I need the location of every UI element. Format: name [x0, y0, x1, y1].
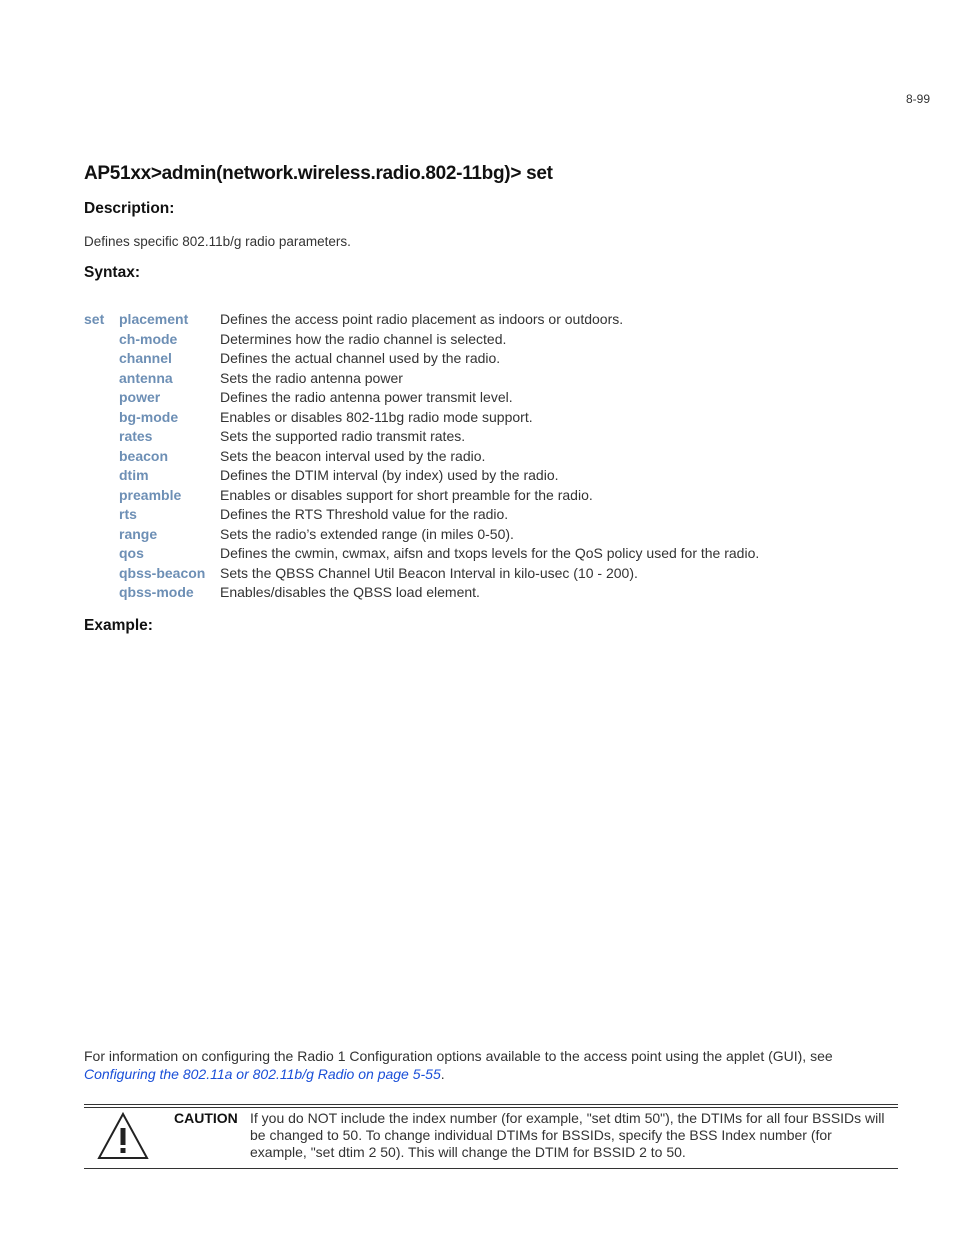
syntax-command	[84, 447, 119, 467]
syntax-row	[84, 388, 904, 408]
caution-box	[84, 1104, 898, 1170]
syntax-row	[84, 427, 904, 447]
syntax-command	[84, 486, 119, 506]
syntax-keyword: placement	[119, 311, 189, 327]
syntax-keyword: qbss-mode	[119, 584, 194, 600]
syntax-keyword: beacon	[119, 447, 169, 464]
syntax-description: Sets the radio antenna power	[220, 369, 403, 386]
syntax-row	[84, 310, 904, 330]
syntax-description: Sets the QBSS Channel Util Beacon Interval in kilo-usec (10 - 200).	[220, 564, 638, 581]
syntax-description: Defines the DTIM interval (by index) used by the radio.	[220, 467, 559, 483]
info-paragraph	[84, 1047, 884, 1083]
syntax-table	[84, 310, 904, 603]
syntax-description: Sets the supported radio transmit rates.	[220, 428, 466, 444]
syntax-row	[84, 466, 904, 486]
syntax-command	[84, 408, 119, 428]
syntax-row	[84, 330, 904, 350]
syntax-command	[84, 427, 119, 447]
syntax-description: Defines the cwmin, cwmax, aifsn and txops levels for the QoS policy used for the radio.	[220, 545, 760, 561]
syntax-command	[84, 583, 119, 603]
syntax-command	[84, 349, 119, 369]
syntax-keyword: qbss-beacon	[119, 564, 206, 581]
syntax-keyword: preamble	[119, 486, 182, 503]
syntax-row	[84, 583, 904, 603]
syntax-command: set	[84, 311, 105, 327]
description-heading: Description:	[84, 200, 175, 217]
description-text: Defines specific 802.11b/g radio parameters.	[84, 234, 351, 249]
page-number: 8-99	[905, 92, 930, 106]
syntax-row	[84, 369, 904, 389]
example-heading: Example:	[84, 617, 153, 634]
syntax-description: Enables/disables the QBSS load element.	[220, 584, 480, 600]
syntax-row	[84, 349, 904, 369]
syntax-description: Defines the actual channel used by the radio.	[220, 350, 501, 366]
syntax-keyword: rts	[119, 506, 137, 522]
syntax-row	[84, 525, 904, 545]
page-title: AP51xx>admin(network.wireless.radio.802-11bg)> set	[84, 163, 553, 184]
syntax-description: Sets the radio’s extended range (in miles 0-50).	[220, 525, 514, 542]
syntax-keyword: bg-mode	[119, 408, 179, 425]
syntax-command	[84, 466, 119, 486]
syntax-description: Defines the radio antenna power transmit level.	[220, 389, 513, 405]
syntax-keyword: rates	[119, 428, 153, 444]
syntax-heading: Syntax:	[84, 264, 140, 281]
caution-bottom-rule	[84, 1168, 898, 1169]
syntax-keyword: ch-mode	[119, 330, 178, 347]
syntax-keyword: dtim	[119, 467, 149, 483]
syntax-keyword: qos	[119, 545, 144, 561]
syntax-keyword: range	[119, 525, 158, 542]
syntax-row	[84, 486, 904, 506]
syntax-description: Sets the beacon interval used by the radio.	[220, 447, 486, 464]
caution-label: CAUTION	[174, 1110, 238, 1126]
caution-text: If you do NOT include the index number (for example, "set dtim 50"), the DTIMs for all four BSSIDs will be changed to 50. To change individual DTIMs for BSSIDs, specify the BSS Index number (for example, "set dtim 2 50). This will change the DTIM for BSSID 2 to 50.	[250, 1110, 885, 1160]
info-text: For information on configuring the Radio 1 Configuration options available to the access point using the applet (GUI), see	[84, 1048, 833, 1064]
syntax-keyword: antenna	[119, 369, 173, 386]
syntax-command	[84, 330, 119, 350]
syntax-command	[84, 544, 119, 564]
syntax-row	[84, 447, 904, 467]
syntax-description: Defines the access point radio placement as indoors or outdoors.	[220, 311, 624, 327]
syntax-command	[84, 388, 119, 408]
syntax-keyword: power	[119, 389, 161, 405]
syntax-row	[84, 408, 904, 428]
syntax-row	[84, 505, 904, 525]
syntax-description: Enables or disables support for short preamble for the radio.	[220, 486, 593, 503]
info-suffix: .	[440, 1066, 445, 1082]
syntax-command	[84, 369, 119, 389]
syntax-command	[84, 505, 119, 525]
caution-top-rule	[84, 1104, 898, 1105]
syntax-description: Determines how the radio channel is selected.	[220, 330, 507, 347]
syntax-description: Defines the RTS Threshold value for the radio.	[220, 506, 509, 522]
cross-reference-link[interactable]: Configuring the 802.11a or 802.11b/g Radio on page 5-55	[84, 1066, 441, 1082]
syntax-row	[84, 564, 904, 584]
syntax-command	[84, 525, 119, 545]
syntax-row	[84, 544, 904, 564]
syntax-keyword: channel	[119, 350, 172, 366]
syntax-description: Enables or disables 802-11bg radio mode support.	[220, 408, 533, 425]
caution-top-rule-inner	[84, 1107, 898, 1108]
warning-triangle-icon	[96, 1111, 150, 1166]
syntax-command	[84, 564, 119, 584]
